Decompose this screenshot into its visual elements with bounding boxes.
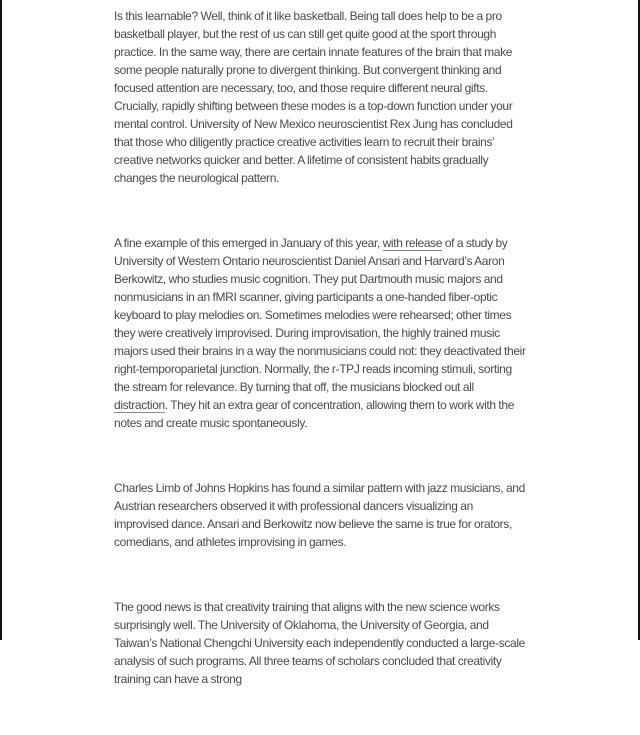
article-paragraph bbox=[114, 479, 526, 551]
left-edge-border bbox=[0, 0, 2, 640]
article-paragraph bbox=[114, 234, 526, 432]
paragraph-text: of a study by University of Western Ontario neuroscientist Daniel Ansari and Harvard’s Aaron Berkowitz, who studies music cognition. They put Dartmouth music majors and nonmusicians in an fMRI scanner, giving participants a one-handed fiber-optic keyboard to play melodies on. Sometimes melodies were rehearsed; other times they were creatively improvised. During improvisation, the highly trained music majors used their brains in a way the nonmusicians could not: they deactivated their right-temporoparietal junction. Normally, the r-TPJ reads incoming stimuli, sorting the stream for relevance. By turning that off, the musicians blocked out all bbox=[114, 236, 526, 394]
article-paragraph bbox=[114, 7, 526, 187]
paragraph-text: Is this learnable? Well, think of it like basketball. Being tall does help to be a pro basketball player, but the rest of us can still get quite good at the sport through practice. In the same way, there are certain innate features of the brain that make some people naturally prone to divergent thinking. But convergent thinking and focused attention are necessary, too, and those require different neural gifts. Crucially, rapidly shifting between these modes is a top-down function under your mental control. University of New Mexico neuroscientist Rex Jung has concluded that those who diligently practice creative activities learn to recruit their brains’ creative networks quicker and better. A lifetime of consistent habits gradually changes the neurological pattern. bbox=[114, 9, 513, 185]
paragraph-text: The good news is that creativity training that aligns with the new science works surprisingly well. The University of Oklahoma, the University of Georgia, and Taiwan’s National Chengchi University each independently conducted a large-scale analysis of such programs. All three teams of scholars concluded that creativity training can have a strong bbox=[114, 600, 525, 686]
paragraph-text: A fine example of this emerged in January of this year, bbox=[114, 236, 383, 250]
distraction-link[interactable]: distraction bbox=[114, 398, 165, 412]
paragraph-text: . They hit an extra gear of concentration, allowing them to work with the notes and create music spontaneously. bbox=[114, 398, 515, 430]
paragraph-text: Charles Limb of Johns Hopkins has found a similar pattern with jazz musicians, and Austrian researchers observed it with professional dancers visualizing an improvised dance. Ansari and Berkowitz now believe the same is true for orators, comedians, and athletes improvising in games. bbox=[114, 481, 525, 549]
with-release-link[interactable]: with release bbox=[382, 236, 443, 250]
article-paragraph bbox=[114, 598, 526, 688]
article-body bbox=[114, 7, 526, 735]
